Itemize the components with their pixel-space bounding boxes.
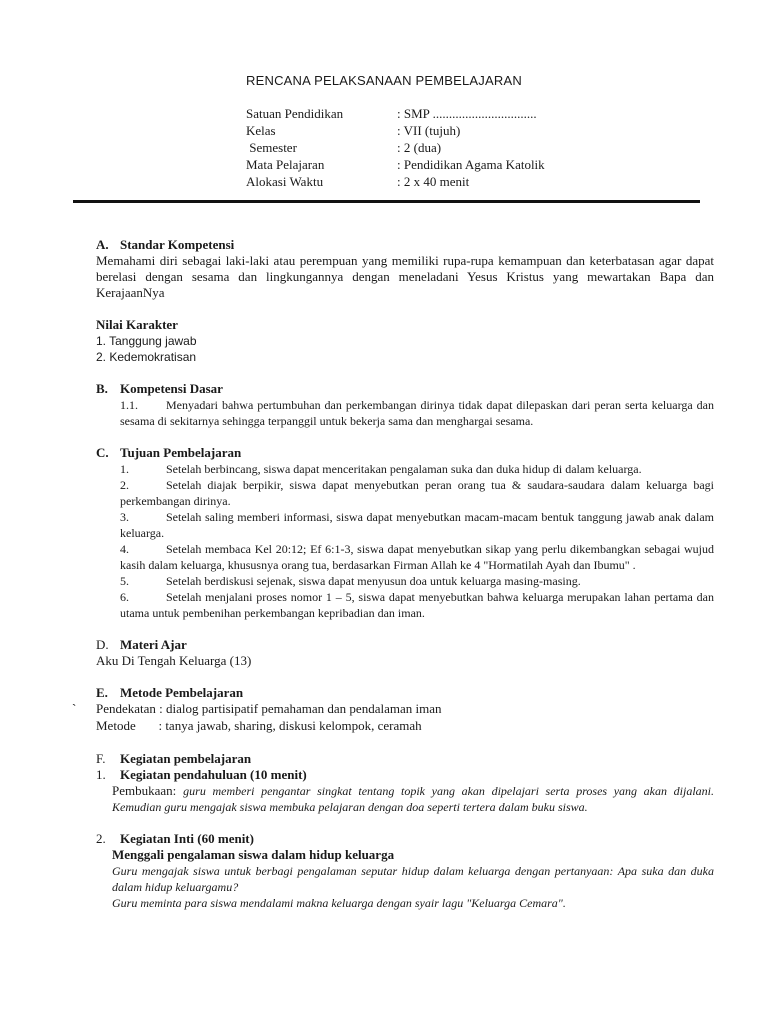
item-text: Setelah berbincang, siswa dapat menceritakan pengalaman suka dan duka hidup di dalam keluarga. [166,462,642,476]
section-title: Kompetensi Dasar [120,381,223,396]
materi-ajar-text: Aku Di Tengah Keluarga (13) [96,653,252,668]
info-row [246,174,646,191]
section-title: Kegiatan pembelajaran [120,751,252,766]
kegiatan-2-paragraph: Guru mengajak siswa untuk berbagi pengalaman seputar hidup dalam keluarga dengan pertanyaan: Apa suka dan duka dalam hidup keluargamu? [112,864,714,894]
section-e-heading [96,685,714,701]
info-value: : 2 (dua) [397,140,442,155]
document-title: RENCANA PELAKSANAAN PEMBELAJARAN [246,73,522,88]
list-item: 1. Tanggung jawab [96,334,197,348]
info-value: : SMP ................................ [397,106,537,121]
metode-text: Metode : tanya jawab, sharing, diskusi kelompok, ceramah [96,718,422,733]
pembukaan-label: Pembukaan: [112,783,177,798]
item-number: 5. [120,574,129,588]
item-number: 1.1. [120,398,138,412]
nilai-karakter-heading: Nilai Karakter [96,317,178,332]
section-title: Metode Pembelajaran [120,685,244,700]
section-title: Tujuan Pembelajaran [120,445,242,460]
item-number: 6. [120,590,129,604]
item-text: Setelah menjalani proses nomor 1 – 5, siswa dapat menyebutkan bahwa keluarga merupakan lahan pertama dan utama untuk pembenihan perkembangan kepribadian dan iman. [120,590,714,620]
kegiatan-2-heading [96,831,714,847]
header-divider [73,200,700,203]
section-letter: D. [96,637,109,652]
section-a-heading [96,237,714,253]
item-number: 4. [120,542,129,556]
section-b-heading [96,381,714,397]
section-letter: C. [96,445,109,460]
info-row [246,123,646,140]
info-key: Kelas [246,123,276,138]
info-row [246,140,646,157]
item-text: Setelah diajak berpikir, siswa dapat menyebutkan peran orang tua & saudara-saudara dalam keluarga bagi perkembangan dirinya. [120,478,714,508]
info-key: Semester [246,140,297,155]
kegiatan-title: Kegiatan pendahuluan (10 menit) [120,767,307,782]
kegiatan-title: Kegiatan Inti (60 menit) [120,831,254,846]
info-value: : VII (tujuh) [397,123,461,138]
stray-mark: ` [72,701,77,716]
info-key: Alokasi Waktu [246,174,324,189]
item-number: 3. [120,510,129,524]
kompetensi-dasar-item [96,397,714,429]
identity-block [246,106,646,191]
info-value: : Pendidikan Agama Katolik [397,157,545,172]
section-d-heading [96,637,714,653]
info-value: : 2 x 40 menit [397,174,470,189]
pendekatan-text: Pendekatan : dialog partisipatif pemahaman dan pendalaman iman [96,701,442,716]
standar-kompetensi-text: Memahami diri sebagai laki-laki atau perempuan yang memiliki rupa-rupa kemampuan dan keterbatasan agar dapat berelasi dengan sesama dan lingkungannya dengan meneladani Yesus Kristus yang mewartakan Bapa dan KerajaanNya [96,253,714,300]
section-letter: E. [96,685,108,700]
list-item [96,589,714,621]
section-c-heading [96,445,714,461]
list-item [96,477,714,509]
list-item [96,541,714,573]
info-row [246,157,646,174]
metode-row [96,718,714,735]
item-text: Setelah berdiskusi sejenak, siswa dapat menyusun doa untuk keluarga masing-masing. [166,574,581,588]
list-item [96,509,714,541]
section-f-heading [96,751,714,767]
pendekatan-row [72,701,714,718]
kegiatan-1-heading [96,767,714,783]
section-letter: B. [96,381,108,396]
list-item [96,461,714,477]
item-text: Setelah saling memberi informasi, siswa dapat menyebutkan macam-macam bentuk tanggung jawab anak dalam keluarga. [120,510,714,540]
section-letter: F. [96,751,106,766]
info-key: Mata Pelajaran [246,157,325,172]
section-title: Standar Kompetensi [120,237,235,252]
item-text: Setelah membaca Kel 20:12; Ef 6:1-3, siswa dapat menyebutkan sikap yang perlu dikembangkan sebagai wujud kasih dalam keluarga, khususnya orang tua, berdasarkan Firman Allah ke 4 "Hormatilah Ayah dan Ibumu" . [120,542,714,572]
info-row [246,106,646,123]
list-item [96,573,714,589]
section-title: Materi Ajar [120,637,187,652]
list-item: 2. Kedemokratisan [96,350,197,364]
pembukaan-body: guru memberi pengantar singkat tentang topik yang akan dipelajari serta proses yang akan dijalani. Kemudian guru mengajak siswa membuka pelajaran dengan doa seperti tertera dalam buku siswa. [112,784,714,814]
section-letter: A. [96,237,109,252]
item-number: 1. [120,462,129,476]
item-number: 2. [96,831,106,846]
pembukaan-text [96,783,714,815]
kegiatan-2-paragraph: Guru meminta para siswa mendalami makna keluarga dengan syair lagu "Keluarga Cemara". [112,896,566,910]
document-body [72,237,714,911]
item-number: 1. [96,767,106,782]
info-key: Satuan Pendidikan [246,106,344,121]
kegiatan-2-subtitle: Menggali pengalaman siswa dalam hidup keluarga [112,847,395,862]
item-number: 2. [120,478,129,492]
item-text: Menyadari bahwa pertumbuhan dan perkembangan dirinya tidak dapat dilepaskan dari peran serta keluarga dan sesama di sekitarnya sehingga terpanggil untuk bekerja sama dan menghargai sesama. [120,398,714,428]
